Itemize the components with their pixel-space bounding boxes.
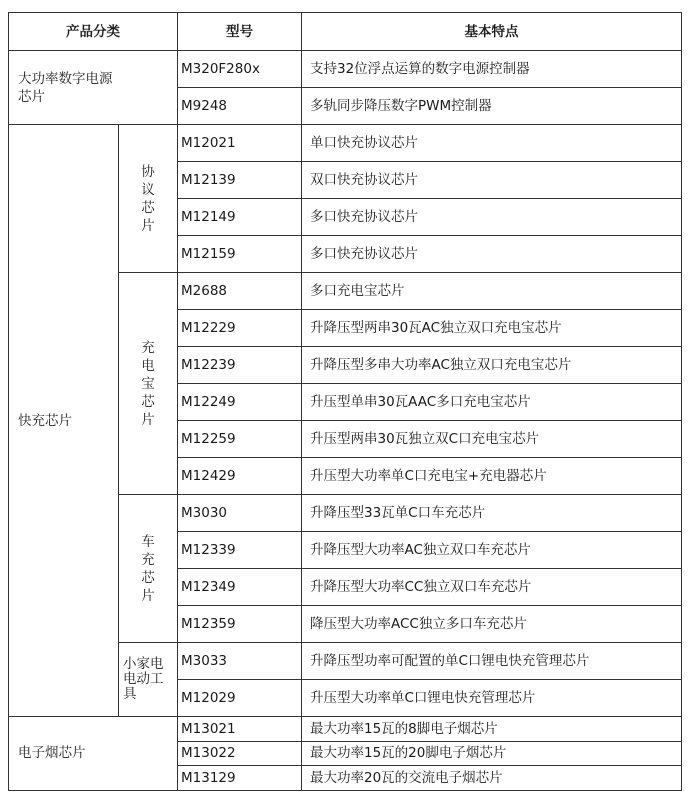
feature-cell: 支持32位浮点运算的数字电源控制器 — [302, 51, 682, 88]
feature-cell: 多轨同步降压数字PWM控制器 — [302, 88, 682, 125]
feature-cell: 多口快充协议芯片 — [302, 199, 682, 236]
feature-cell: 升降压型功率可配置的单C口锂电快充管理芯片 — [302, 643, 682, 680]
model-cell: M13022 — [178, 741, 302, 766]
model-cell: M2688 — [178, 273, 302, 310]
feature-cell: 最大功率20瓦的交流电子烟芯片 — [302, 766, 682, 791]
feature-cell: 升压型两串30瓦独立双C口充电宝芯片 — [302, 421, 682, 458]
model-cell: M12429 — [178, 458, 302, 495]
table-row — [9, 717, 682, 742]
header-model: 型号 — [178, 13, 302, 51]
subcategory-car-label: 车充芯片 — [141, 533, 155, 604]
model-cell: M3030 — [178, 495, 302, 532]
subcategory-powerbank-label: 充电宝芯片 — [141, 339, 155, 428]
model-cell: M12229 — [178, 310, 302, 347]
feature-cell: 降压型大功率ACC独立多口车充芯片 — [302, 606, 682, 643]
subcategory-tools — [119, 643, 178, 717]
model-cell: M12149 — [178, 199, 302, 236]
feature-cell: 单口快充协议芯片 — [302, 125, 682, 162]
category-ecig: 电子烟芯片 — [9, 717, 178, 791]
model-cell: M320F280x — [178, 51, 302, 88]
subcategory-powerbank — [119, 273, 178, 495]
table-row — [9, 125, 682, 162]
model-cell: M12021 — [178, 125, 302, 162]
model-cell: M3033 — [178, 643, 302, 680]
subcategory-protocol — [119, 125, 178, 273]
feature-cell: 多口快充协议芯片 — [302, 236, 682, 273]
model-cell: M12159 — [178, 236, 302, 273]
product-table-container — [8, 12, 682, 791]
feature-cell: 双口快充协议芯片 — [302, 162, 682, 199]
category-power-label: 大功率数字电源芯片 — [18, 70, 113, 105]
model-cell: M12139 — [178, 162, 302, 199]
feature-cell: 升降压型多串大功率AC独立双口充电宝芯片 — [302, 347, 682, 384]
subcategory-car — [119, 495, 178, 643]
subcategory-tools-label: 小家电电动工具 — [123, 656, 164, 702]
model-cell: M13129 — [178, 766, 302, 791]
model-cell: M12249 — [178, 384, 302, 421]
category-fast: 快充芯片 — [9, 125, 119, 717]
subcategory-protocol-label: 协议芯片 — [141, 163, 155, 234]
feature-cell: 最大功率15瓦的20脚电子烟芯片 — [302, 741, 682, 766]
header-category: 产品分类 — [9, 13, 178, 51]
model-cell: M12259 — [178, 421, 302, 458]
table-row — [9, 51, 682, 88]
model-cell: M12029 — [178, 680, 302, 717]
model-cell: M13021 — [178, 717, 302, 742]
model-cell: M12359 — [178, 606, 302, 643]
header-feature: 基本特点 — [302, 13, 682, 51]
feature-cell: 升压型大功率单C口锂电快充管理芯片 — [302, 680, 682, 717]
feature-cell: 升压型单串30瓦AAC多口充电宝芯片 — [302, 384, 682, 421]
feature-cell: 升降压型两串30瓦AC独立双口充电宝芯片 — [302, 310, 682, 347]
model-cell: M12339 — [178, 532, 302, 569]
feature-cell: 升压型大功率单C口充电宝+充电器芯片 — [302, 458, 682, 495]
model-cell: M12239 — [178, 347, 302, 384]
header-row — [9, 13, 682, 51]
feature-cell: 多口充电宝芯片 — [302, 273, 682, 310]
feature-cell: 升降压型33瓦单C口车充芯片 — [302, 495, 682, 532]
product-table — [8, 12, 682, 791]
feature-cell: 升降压型大功率AC独立双口车充芯片 — [302, 532, 682, 569]
feature-cell: 升降压型大功率CC独立双口车充芯片 — [302, 569, 682, 606]
model-cell: M12349 — [178, 569, 302, 606]
feature-cell: 最大功率15瓦的8脚电子烟芯片 — [302, 717, 682, 742]
category-power — [9, 51, 178, 125]
model-cell: M9248 — [178, 88, 302, 125]
